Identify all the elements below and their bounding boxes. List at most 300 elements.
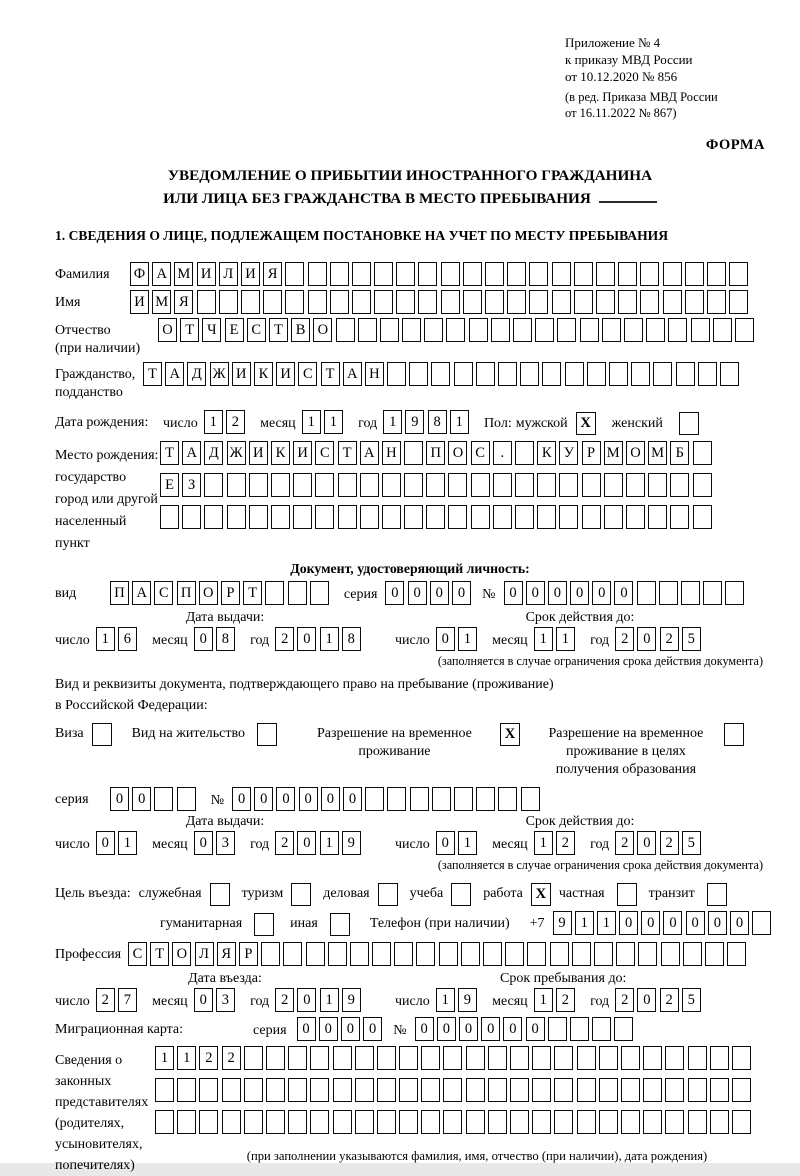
char-box[interactable]: 3	[216, 831, 235, 855]
char-box[interactable]	[244, 1046, 263, 1070]
char-box[interactable]: Т	[143, 362, 162, 386]
char-box[interactable]: О	[626, 441, 645, 465]
char-box[interactable]: 0	[708, 911, 727, 935]
char-box[interactable]: 1	[458, 627, 477, 651]
char-box[interactable]: 0	[548, 581, 567, 605]
char-box[interactable]	[222, 1078, 241, 1102]
char-box[interactable]: 1	[458, 831, 477, 855]
char-box[interactable]	[554, 1046, 573, 1070]
char-box[interactable]	[310, 581, 329, 605]
char-box[interactable]: 2	[556, 831, 575, 855]
char-box[interactable]: 0	[637, 831, 656, 855]
char-box[interactable]	[532, 1078, 551, 1102]
char-box[interactable]: 0	[343, 787, 362, 811]
char-box[interactable]	[285, 290, 304, 314]
char-box[interactable]: 0	[276, 787, 295, 811]
char-box[interactable]: 0	[194, 831, 213, 855]
char-box[interactable]	[732, 1046, 751, 1070]
char-box[interactable]	[685, 290, 704, 314]
temp-residence-checkbox[interactable]: X	[500, 723, 520, 746]
char-box[interactable]	[352, 262, 371, 286]
char-box[interactable]	[177, 787, 196, 811]
char-box[interactable]: 0	[194, 627, 213, 651]
char-box[interactable]	[580, 318, 599, 342]
char-box[interactable]	[485, 262, 504, 286]
char-box[interactable]	[648, 473, 667, 497]
char-box[interactable]: 0	[232, 787, 251, 811]
char-box[interactable]	[693, 473, 712, 497]
char-box[interactable]	[377, 1046, 396, 1070]
char-box[interactable]	[493, 473, 512, 497]
char-box[interactable]	[261, 942, 280, 966]
char-box[interactable]	[663, 262, 682, 286]
char-box[interactable]	[507, 262, 526, 286]
char-box[interactable]	[621, 1110, 640, 1134]
char-box[interactable]	[288, 1046, 307, 1070]
char-box[interactable]	[431, 362, 450, 386]
char-box[interactable]	[271, 505, 290, 529]
char-box[interactable]: 0	[254, 787, 273, 811]
char-box[interactable]	[640, 290, 659, 314]
char-box[interactable]: Е	[225, 318, 244, 342]
purpose-other-checkbox[interactable]	[330, 913, 350, 936]
char-box[interactable]: 9	[342, 988, 361, 1012]
sex-female-checkbox[interactable]	[679, 412, 699, 435]
char-box[interactable]: 8	[216, 627, 235, 651]
purpose-private-checkbox[interactable]	[617, 883, 637, 906]
char-box[interactable]	[554, 1110, 573, 1134]
char-box[interactable]	[382, 505, 401, 529]
char-box[interactable]	[241, 290, 260, 314]
char-box[interactable]	[471, 473, 490, 497]
char-box[interactable]: 0	[570, 581, 589, 605]
char-box[interactable]	[505, 942, 524, 966]
char-box[interactable]	[548, 1017, 567, 1041]
char-box[interactable]	[374, 262, 393, 286]
char-box[interactable]	[338, 473, 357, 497]
char-box[interactable]	[618, 290, 637, 314]
char-box[interactable]: А	[132, 581, 151, 605]
char-box[interactable]	[404, 473, 423, 497]
char-box[interactable]: 1	[534, 627, 553, 651]
char-box[interactable]: 1	[118, 831, 137, 855]
char-box[interactable]: Н	[365, 362, 384, 386]
char-box[interactable]	[670, 505, 689, 529]
char-box[interactable]: 0	[385, 581, 404, 605]
char-box[interactable]: Я	[174, 290, 193, 314]
char-box[interactable]	[703, 581, 722, 605]
char-box[interactable]	[681, 581, 700, 605]
char-box[interactable]: П	[177, 581, 196, 605]
char-box[interactable]: И	[249, 441, 268, 465]
char-box[interactable]: 2	[275, 831, 294, 855]
char-box[interactable]	[752, 911, 771, 935]
char-box[interactable]	[688, 1046, 707, 1070]
char-box[interactable]: 6	[118, 627, 137, 651]
char-box[interactable]: 1	[534, 831, 553, 855]
char-box[interactable]	[572, 942, 591, 966]
char-box[interactable]	[355, 1078, 374, 1102]
char-box[interactable]: 0	[637, 627, 656, 651]
char-box[interactable]: 0	[341, 1017, 360, 1041]
char-box[interactable]: 2	[275, 627, 294, 651]
char-box[interactable]	[659, 581, 678, 605]
char-box[interactable]	[559, 505, 578, 529]
char-box[interactable]	[372, 942, 391, 966]
char-box[interactable]: 0	[297, 627, 316, 651]
char-box[interactable]	[293, 473, 312, 497]
char-box[interactable]	[360, 505, 379, 529]
char-box[interactable]	[288, 1078, 307, 1102]
char-box[interactable]	[308, 290, 327, 314]
char-box[interactable]	[227, 473, 246, 497]
char-box[interactable]	[199, 1078, 218, 1102]
char-box[interactable]	[646, 318, 665, 342]
char-box[interactable]	[352, 290, 371, 314]
char-box[interactable]	[720, 362, 739, 386]
char-box[interactable]	[227, 505, 246, 529]
char-box[interactable]	[637, 581, 656, 605]
char-box[interactable]	[643, 1046, 662, 1070]
char-box[interactable]	[382, 473, 401, 497]
char-box[interactable]	[732, 1078, 751, 1102]
char-box[interactable]	[582, 505, 601, 529]
char-box[interactable]	[466, 1110, 485, 1134]
char-box[interactable]: С	[247, 318, 266, 342]
char-box[interactable]: 0	[592, 581, 611, 605]
char-box[interactable]	[399, 1046, 418, 1070]
char-box[interactable]	[476, 787, 495, 811]
char-box[interactable]	[466, 1078, 485, 1102]
char-box[interactable]	[648, 505, 667, 529]
char-box[interactable]: О	[313, 318, 332, 342]
char-box[interactable]	[336, 318, 355, 342]
char-box[interactable]	[552, 262, 571, 286]
char-box[interactable]: 1	[575, 911, 594, 935]
char-box[interactable]	[182, 505, 201, 529]
char-box[interactable]: 2	[615, 627, 634, 651]
char-box[interactable]	[461, 942, 480, 966]
purpose-transit-checkbox[interactable]	[707, 883, 727, 906]
char-box[interactable]	[693, 505, 712, 529]
char-box[interactable]: 0	[363, 1017, 382, 1041]
char-box[interactable]	[732, 1110, 751, 1134]
char-box[interactable]	[532, 1046, 551, 1070]
char-box[interactable]: Д	[187, 362, 206, 386]
char-box[interactable]: С	[315, 441, 334, 465]
char-box[interactable]: Е	[160, 473, 179, 497]
char-box[interactable]	[177, 1110, 196, 1134]
char-box[interactable]: 8	[342, 627, 361, 651]
char-box[interactable]: В	[291, 318, 310, 342]
char-box[interactable]: 1	[320, 627, 339, 651]
char-box[interactable]	[596, 262, 615, 286]
char-box[interactable]	[643, 1078, 662, 1102]
char-box[interactable]	[204, 473, 223, 497]
char-box[interactable]	[404, 441, 423, 465]
char-box[interactable]: Т	[321, 362, 340, 386]
char-box[interactable]: П	[426, 441, 445, 465]
char-box[interactable]: 0	[299, 787, 318, 811]
char-box[interactable]: А	[360, 441, 379, 465]
char-box[interactable]: 9	[458, 988, 477, 1012]
char-box[interactable]	[521, 787, 540, 811]
char-box[interactable]	[387, 362, 406, 386]
char-box[interactable]	[355, 1046, 374, 1070]
char-box[interactable]: 0	[686, 911, 705, 935]
char-box[interactable]	[707, 290, 726, 314]
char-box[interactable]	[626, 473, 645, 497]
char-box[interactable]: 3	[216, 988, 235, 1012]
char-box[interactable]: Ж	[227, 441, 246, 465]
char-box[interactable]	[333, 1046, 352, 1070]
char-box[interactable]: Т	[150, 942, 169, 966]
char-box[interactable]: М	[604, 441, 623, 465]
purpose-business-checkbox[interactable]	[378, 883, 398, 906]
char-box[interactable]	[308, 262, 327, 286]
char-box[interactable]	[454, 362, 473, 386]
char-box[interactable]	[463, 290, 482, 314]
char-box[interactable]	[249, 505, 268, 529]
char-box[interactable]: Л	[195, 942, 214, 966]
char-box[interactable]	[596, 290, 615, 314]
char-box[interactable]	[710, 1046, 729, 1070]
char-box[interactable]	[587, 362, 606, 386]
char-box[interactable]	[507, 290, 526, 314]
char-box[interactable]	[244, 1110, 263, 1134]
char-box[interactable]	[725, 581, 744, 605]
char-box[interactable]: К	[537, 441, 556, 465]
char-box[interactable]	[599, 1046, 618, 1070]
char-box[interactable]: М	[174, 262, 193, 286]
char-box[interactable]	[621, 1046, 640, 1070]
char-box[interactable]: Д	[204, 441, 223, 465]
char-box[interactable]: Т	[243, 581, 262, 605]
char-box[interactable]	[653, 362, 672, 386]
char-box[interactable]	[498, 787, 517, 811]
char-box[interactable]: 0	[194, 988, 213, 1012]
char-box[interactable]	[574, 262, 593, 286]
char-box[interactable]	[424, 318, 443, 342]
char-box[interactable]	[350, 942, 369, 966]
char-box[interactable]: С	[154, 581, 173, 605]
char-box[interactable]	[665, 1078, 684, 1102]
char-box[interactable]	[249, 473, 268, 497]
char-box[interactable]: 0	[437, 1017, 456, 1041]
char-box[interactable]	[333, 1078, 352, 1102]
char-box[interactable]	[360, 473, 379, 497]
char-box[interactable]: 0	[504, 581, 523, 605]
char-box[interactable]	[310, 1110, 329, 1134]
char-box[interactable]	[409, 362, 428, 386]
char-box[interactable]	[177, 1078, 196, 1102]
char-box[interactable]	[219, 290, 238, 314]
char-box[interactable]	[426, 505, 445, 529]
char-box[interactable]	[685, 262, 704, 286]
char-box[interactable]	[670, 473, 689, 497]
char-box[interactable]: З	[182, 473, 201, 497]
char-box[interactable]	[527, 942, 546, 966]
char-box[interactable]	[559, 473, 578, 497]
char-box[interactable]: 1	[320, 831, 339, 855]
purpose-tourism-checkbox[interactable]	[291, 883, 311, 906]
char-box[interactable]: 0	[408, 581, 427, 605]
char-box[interactable]	[688, 1110, 707, 1134]
char-box[interactable]	[624, 318, 643, 342]
char-box[interactable]	[488, 1046, 507, 1070]
char-box[interactable]	[443, 1110, 462, 1134]
char-box[interactable]: 2	[556, 988, 575, 1012]
purpose-study-checkbox[interactable]	[451, 883, 471, 906]
char-box[interactable]	[377, 1078, 396, 1102]
char-box[interactable]	[488, 1110, 507, 1134]
char-box[interactable]	[476, 362, 495, 386]
char-box[interactable]	[441, 262, 460, 286]
char-box[interactable]	[271, 473, 290, 497]
char-box[interactable]: Т	[338, 441, 357, 465]
char-box[interactable]	[333, 1110, 352, 1134]
char-box[interactable]	[377, 1110, 396, 1134]
char-box[interactable]: И	[232, 362, 251, 386]
char-box[interactable]: 1	[450, 410, 469, 434]
char-box[interactable]: О	[172, 942, 191, 966]
char-box[interactable]: О	[158, 318, 177, 342]
char-box[interactable]	[443, 1078, 462, 1102]
char-box[interactable]: 0	[481, 1017, 500, 1041]
char-box[interactable]	[665, 1046, 684, 1070]
char-box[interactable]: 1	[436, 988, 455, 1012]
char-box[interactable]	[396, 290, 415, 314]
char-box[interactable]	[266, 1078, 285, 1102]
char-box[interactable]	[513, 318, 532, 342]
char-box[interactable]: 2	[660, 831, 679, 855]
char-box[interactable]	[710, 1110, 729, 1134]
char-box[interactable]: 0	[526, 1017, 545, 1041]
char-box[interactable]	[565, 362, 584, 386]
char-box[interactable]	[380, 318, 399, 342]
char-box[interactable]: 0	[319, 1017, 338, 1041]
char-box[interactable]	[330, 262, 349, 286]
char-box[interactable]	[577, 1046, 596, 1070]
char-box[interactable]	[483, 942, 502, 966]
char-box[interactable]: 1	[320, 988, 339, 1012]
char-box[interactable]	[616, 942, 635, 966]
char-box[interactable]	[676, 362, 695, 386]
char-box[interactable]	[454, 787, 473, 811]
char-box[interactable]	[614, 1017, 633, 1041]
char-box[interactable]	[155, 1110, 174, 1134]
char-box[interactable]: И	[241, 262, 260, 286]
char-box[interactable]: 2	[96, 988, 115, 1012]
char-box[interactable]: П	[110, 581, 129, 605]
char-box[interactable]	[599, 1110, 618, 1134]
char-box[interactable]	[485, 290, 504, 314]
char-box[interactable]: 2	[275, 988, 294, 1012]
char-box[interactable]	[338, 505, 357, 529]
char-box[interactable]	[604, 505, 623, 529]
char-box[interactable]	[665, 1110, 684, 1134]
char-box[interactable]: 1	[556, 627, 575, 651]
char-box[interactable]	[310, 1046, 329, 1070]
char-box[interactable]	[710, 1078, 729, 1102]
char-box[interactable]: С	[298, 362, 317, 386]
char-box[interactable]	[594, 942, 613, 966]
char-box[interactable]	[448, 505, 467, 529]
char-box[interactable]: И	[197, 262, 216, 286]
char-box[interactable]: 0	[436, 831, 455, 855]
char-box[interactable]	[421, 1078, 440, 1102]
char-box[interactable]	[510, 1110, 529, 1134]
char-box[interactable]	[727, 942, 746, 966]
char-box[interactable]	[421, 1046, 440, 1070]
char-box[interactable]	[402, 318, 421, 342]
char-box[interactable]: 1	[324, 410, 343, 434]
char-box[interactable]: А	[343, 362, 362, 386]
char-box[interactable]: 0	[436, 627, 455, 651]
char-box[interactable]: 0	[503, 1017, 522, 1041]
char-box[interactable]	[688, 1078, 707, 1102]
char-box[interactable]	[577, 1078, 596, 1102]
char-box[interactable]	[463, 262, 482, 286]
char-box[interactable]	[283, 942, 302, 966]
char-box[interactable]: 0	[132, 787, 151, 811]
char-box[interactable]: О	[199, 581, 218, 605]
char-box[interactable]	[446, 318, 465, 342]
char-box[interactable]: 1	[204, 410, 223, 434]
char-box[interactable]	[683, 942, 702, 966]
char-box[interactable]: 2	[615, 831, 634, 855]
char-box[interactable]	[713, 318, 732, 342]
char-box[interactable]: К	[271, 441, 290, 465]
char-box[interactable]	[626, 505, 645, 529]
char-box[interactable]	[491, 318, 510, 342]
char-box[interactable]	[638, 942, 657, 966]
char-box[interactable]: Т	[269, 318, 288, 342]
char-box[interactable]: 1	[177, 1046, 196, 1070]
char-box[interactable]: Н	[382, 441, 401, 465]
char-box[interactable]: Р	[582, 441, 601, 465]
char-box[interactable]	[552, 290, 571, 314]
temp-residence-edu-checkbox[interactable]	[724, 723, 744, 746]
char-box[interactable]	[265, 581, 284, 605]
char-box[interactable]: А	[165, 362, 184, 386]
char-box[interactable]	[520, 362, 539, 386]
char-box[interactable]	[705, 942, 724, 966]
char-box[interactable]	[592, 1017, 611, 1041]
char-box[interactable]: 0	[619, 911, 638, 935]
char-box[interactable]	[604, 473, 623, 497]
char-box[interactable]: И	[130, 290, 149, 314]
char-box[interactable]: 2	[199, 1046, 218, 1070]
char-box[interactable]	[488, 1078, 507, 1102]
char-box[interactable]: Л	[219, 262, 238, 286]
char-box[interactable]	[443, 1046, 462, 1070]
char-box[interactable]: 2	[660, 988, 679, 1012]
char-box[interactable]: 1	[155, 1046, 174, 1070]
char-box[interactable]: К	[254, 362, 273, 386]
char-box[interactable]	[618, 262, 637, 286]
char-box[interactable]	[396, 262, 415, 286]
char-box[interactable]	[199, 1110, 218, 1134]
char-box[interactable]	[222, 1110, 241, 1134]
char-box[interactable]: 0	[452, 581, 471, 605]
char-box[interactable]	[439, 942, 458, 966]
char-box[interactable]	[310, 1078, 329, 1102]
char-box[interactable]	[529, 262, 548, 286]
char-box[interactable]: 2	[615, 988, 634, 1012]
char-box[interactable]	[394, 942, 413, 966]
char-box[interactable]	[643, 1110, 662, 1134]
